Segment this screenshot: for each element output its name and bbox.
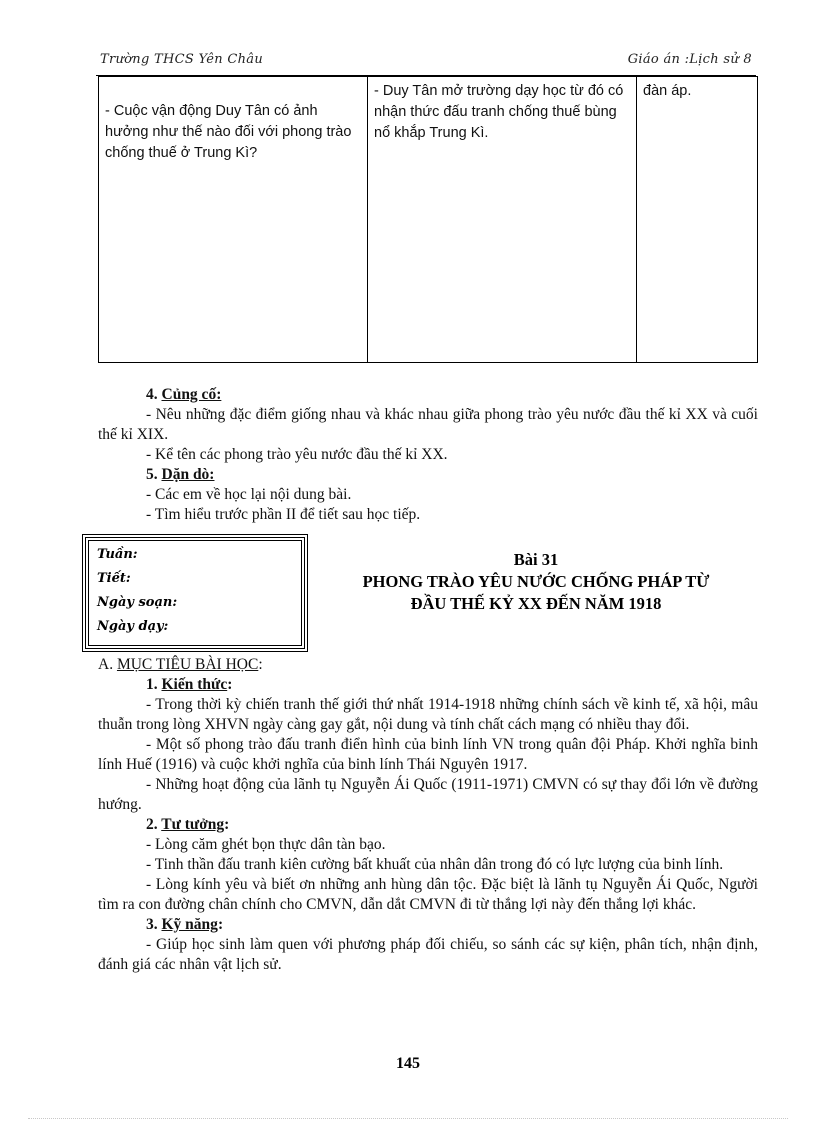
ideology-heading: 2. Tư tưởng: xyxy=(146,816,230,833)
lesson-title-line1: PHONG TRÀO YÊU NƯỚC CHỐNG PHÁP TỪ xyxy=(362,572,710,591)
knowledge-item: - Những hoạt động của lãnh tụ Nguyễn Ái Quốc (1911-1971) CMVN có sự thay đổi lớn về đường hướng. xyxy=(98,776,758,813)
note-text: đàn áp. xyxy=(643,83,692,99)
answer-cell xyxy=(368,77,637,363)
header-subject: Giáo án :Lịch sử 8 xyxy=(627,52,752,67)
lesson-info-box xyxy=(82,534,308,652)
homework-item: - Các em về học lại nội dung bài. xyxy=(146,486,352,503)
objectives-heading: A. MỤC TIÊU BÀI HỌC: xyxy=(98,656,263,673)
prep-date-label: Ngày soạn: xyxy=(97,595,178,610)
lesson-title-line2: ĐẦU THẾ KỶ XX ĐẾN NĂM 1918 xyxy=(410,594,662,613)
note-cell xyxy=(637,77,758,363)
skills-item: - Giúp học sinh làm quen với phương pháp đối chiếu, so sánh các sự kiện, phân tích, nhận định, đánh giá các nhân vật lịch sử. xyxy=(98,936,758,973)
ideology-item: - Tinh thần đấu tranh kiên cường bất khuất của nhân dân trong đó có lực lượng của binh lính. xyxy=(146,856,724,873)
knowledge-item: - Một số phong trào đấu tranh điển hình của binh lính VN trong quân đội Pháp. Khởi nghĩa binh lính Huế (1916) và cuộc khởi nghĩa của binh lính Thái Nguyên 1917. xyxy=(98,736,758,773)
objectives-section xyxy=(98,655,758,975)
consolidation-item: - Nêu những đặc điểm giống nhau và khác nhau giữa phong trào yêu nước đầu thế kỉ XX và cuối thế kỉ XIX. xyxy=(98,406,758,443)
knowledge-heading: 1. Kiến thức: xyxy=(146,676,233,693)
answer-text: - Duy Tân mở trường dạy học từ đó có nhận thức đấu tranh chống thuế bùng nổ khắp Trung Kì. xyxy=(374,83,624,141)
knowledge-item: - Trong thời kỳ chiến tranh thế giới thứ nhất 1914-1918 những chính sách về kinh tế, xã hội, mâu thuẫn trong lòng XHVN ngày càng gay gắt, nội dung và tính chất cách mạng có nhiều thay đổi. xyxy=(98,696,758,733)
week-label: Tuần: xyxy=(97,547,138,562)
homework-item: - Tìm hiểu trước phần II để tiết sau học tiếp. xyxy=(146,506,421,523)
ideology-item: - Lòng kính yêu và biết ơn những anh hùng dân tộc. Đặc biệt là lãnh tụ Nguyễn Ái Quốc, Người tìm ra con đường chân chính cho CMVN, dẫn dắt CMVN đi từ thắng lợi này đến thắng lợi khác. xyxy=(98,876,758,913)
page-number: 145 xyxy=(396,1055,420,1072)
header-school: Trường THCS Yên Châu xyxy=(100,52,263,67)
homework-heading: 5. Dặn dò: xyxy=(146,466,215,483)
closing-sections xyxy=(98,385,758,525)
consolidation-item: - Kể tên các phong trào yêu nước đầu thế kỉ XX. xyxy=(146,446,448,463)
ideology-item: - Lòng căm ghét bọn thực dân tàn bạo. xyxy=(146,836,386,853)
qa-table xyxy=(98,76,758,363)
consolidation-heading: 4. Củng cố: xyxy=(146,386,222,403)
period-label: Tiết: xyxy=(97,571,131,586)
page-edge-divider xyxy=(28,1118,788,1119)
teach-date-label: Ngày dạy: xyxy=(97,619,169,634)
skills-heading: 3. Kỹ năng: xyxy=(146,916,224,933)
question-text: - Cuộc vận động Duy Tân có ảnh hưởng như thế nào đối với phong trào chống thuế ở Trung Kì? xyxy=(105,103,352,161)
question-cell xyxy=(99,77,368,363)
lesson-number: Bài 31 xyxy=(513,550,559,569)
table-row xyxy=(99,77,758,363)
